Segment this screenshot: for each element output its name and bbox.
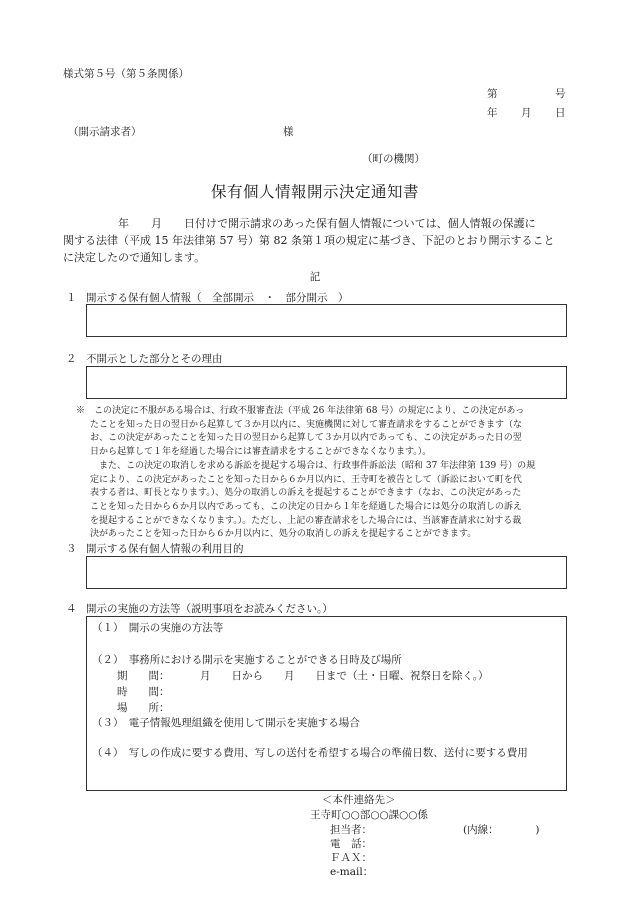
section1-label: 開示する保有個人情報（ 全部開示 ・ 部分開示 ）	[86, 292, 349, 304]
section2-label: 不開示とした部分とその理由	[86, 353, 223, 365]
period-value: 月 日から 月 日まで（土・日曜、祝祭日を除く。）	[200, 670, 489, 682]
intro-line: 年 月 日付けで開示請求のあった保有個人情報については、個人情報の保護に	[63, 217, 536, 230]
section2-number: ２	[66, 353, 77, 365]
method-item-2: （２） 事務所における開示を実施することができる日時及び場所	[92, 654, 402, 666]
intro-paragraph	[63, 215, 555, 266]
date-day: 日	[555, 107, 566, 119]
ki-label: 記	[309, 271, 321, 283]
section3-label: 開示する保有個人情報の利用目的	[86, 543, 244, 555]
contact-fax-label: ＦＡＸ：	[330, 852, 372, 864]
page-title: 保有個人情報開示決定通知書	[210, 183, 419, 201]
place-label: 場 所：	[117, 702, 170, 714]
notice-line: を提起することができなくなります。）。ただし、上記の審査請求をした場合には、当該審査請求に対する裁	[90, 515, 522, 526]
notice-line: 日から起算して１年を経過した場合には審査請求をすることができなくなります。）。	[90, 447, 432, 458]
requester-label: （開示請求者）	[68, 126, 142, 138]
honorific: 様	[283, 126, 294, 138]
notice-line: ことを知った日から６か月以内であっても、この決定の日から１年を経過した場合には処分の取消しの訴え	[90, 501, 522, 512]
intro-line: に決定したので通知します。	[63, 251, 206, 264]
contact-extension: (内線： )	[463, 824, 540, 836]
notice-line: お、この決定があったことを知った日の翌日から起算して３か月以内であっても、この決定があった日の翌	[90, 433, 522, 444]
usage-purpose-field[interactable]	[86, 556, 567, 589]
contact-department: 王寺町○○部○○課○○係	[310, 809, 428, 821]
period-label: 期 間：	[117, 670, 170, 682]
contact-email-label: e-mail：	[330, 866, 374, 878]
section4-label: 開示の実施の方法等（説明事項をお読みください。）	[86, 603, 333, 615]
notice-line: ※ この決定に不服がある場合は、行政不服審査法（平成 26 年法律第 68 号）の規定により、この決定があっ	[76, 406, 525, 416]
notice-line: たことを知った日の翌日から起算して３か月以内に、実施機関に対して審査請求をすることができます（な	[90, 419, 523, 430]
method-item-1: （１） 開示の実施の方法等	[92, 622, 224, 634]
agency-label: （町の機関）	[362, 153, 425, 165]
form-id: 様式第５号（第５条関係）	[63, 68, 189, 80]
contact-phone-label: 電 話：	[330, 838, 372, 850]
date-month: 月	[521, 107, 532, 119]
method-item-4: （４） 写しの作成に要する費用、写しの送付を希望する場合の準備日数、送付に要する費用	[92, 747, 528, 759]
time-label: 時 間：	[117, 686, 170, 698]
contact-person-label: 担当者：	[330, 824, 372, 836]
document-number-prefix: 第	[487, 88, 498, 100]
notice-line: 表する者は、町長となります。）、処分の取消しの訴えを提起することができます（なお、この決定があった	[90, 488, 522, 499]
notice-line: 定により、この決定があったことを知った日から６か月以内に、王寺町を被告として（訴訟において町を代	[90, 474, 522, 485]
section3-number: ３	[66, 543, 77, 555]
contact-heading: ＜本件連絡先＞	[322, 794, 396, 806]
disclosed-info-field[interactable]	[86, 304, 567, 337]
intro-line: 関する法律（平成 15 年法律第 57 号）第 82 条第１項の規定に基づき、下記のとおり開示すること	[63, 234, 555, 247]
document-number-suffix: 号	[555, 88, 566, 100]
notice-line: 決があったことを知った日から６か月以内に、処分の取消しの訴えを提起することができます。	[90, 529, 477, 540]
method-item-3: （３） 電子情報処理組織を使用して開示を実施する場合	[92, 717, 360, 729]
date-year: 年	[487, 107, 498, 119]
notice-line: また、この決定の取消しを求める訴訟を提起する場合は、行政事件訴訟法（昭和 37 年法律第 139 号）の規	[90, 460, 536, 471]
appeal-notice	[76, 405, 535, 542]
section1-number: １	[66, 292, 77, 304]
nondisclosure-reason-field[interactable]	[86, 366, 567, 399]
section4-number: ４	[66, 603, 77, 615]
